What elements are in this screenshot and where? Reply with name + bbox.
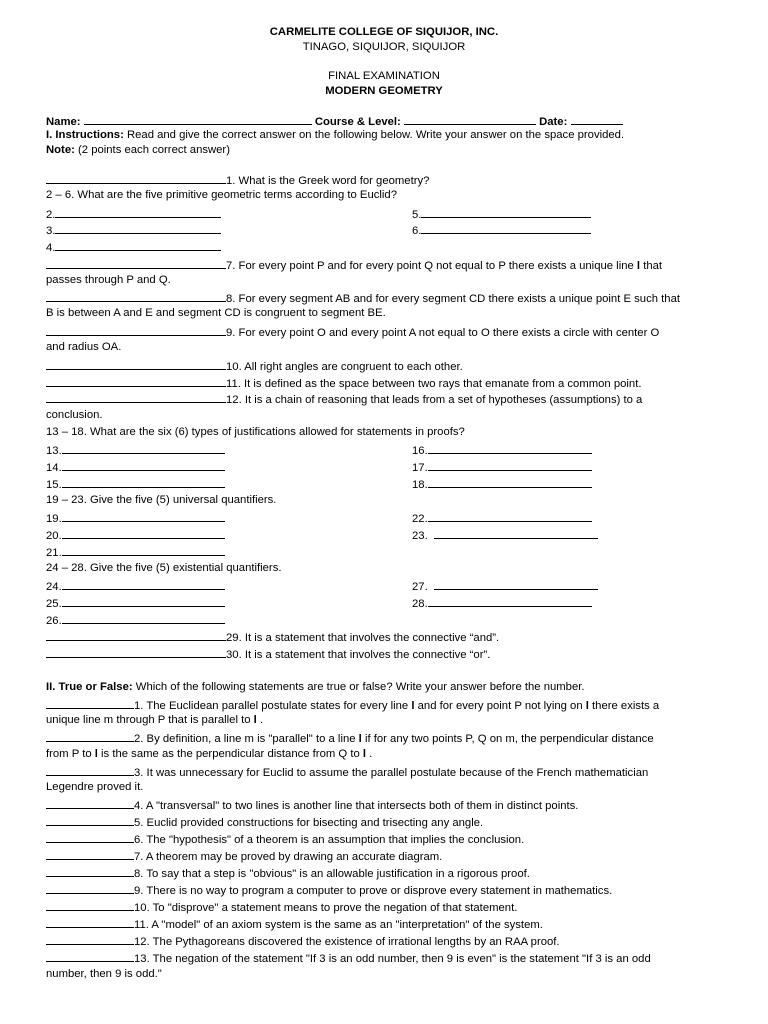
item-6: 6.: [412, 223, 591, 237]
item-25: 25.: [46, 596, 225, 610]
question-13-18: 13 – 18. What are the six (6) types of justifications allowed for statements in proofs?: [46, 426, 465, 438]
name-field[interactable]: [84, 114, 312, 125]
course-field[interactable]: [404, 114, 536, 125]
item-20: 20.: [46, 528, 225, 542]
item-28: 28.: [412, 596, 592, 610]
info-line: [46, 114, 623, 128]
part2-instructions: II. True or False: Which of the following statements are true or false? Write your answer before the number.: [46, 681, 585, 693]
question-9: 9. For every point O and every point A not equal to O there exists a circle with center O: [46, 325, 659, 339]
tf-6: 6. The "hypothesis" of a theorem is an assumption that implies the conclusion.: [46, 832, 524, 846]
tf-5: 5. Euclid provided constructions for bisecting and trisecting any angle.: [46, 815, 483, 829]
question-11: 11. It is defined as the space between two rays that emanate from a common point.: [46, 376, 642, 390]
tf-1: 1. The Euclidean parallel postulate states for every line l and for every point P not lying on l there exists a: [46, 698, 659, 712]
tf-12: 12. The Pythagoreans discovered the existence of irrational lengths by an RAA proof.: [46, 934, 560, 948]
item-17: 17.: [412, 460, 592, 474]
question-1: 1. What is the Greek word for geometry?: [46, 173, 429, 187]
item-23: 23.: [412, 528, 598, 542]
tf-9: 9. There is no way to program a computer to prove or disprove every statement in mathematics.: [46, 883, 612, 897]
tf-11: 11. A "model" of an axiom system is the same as an "interpretation" of the system.: [46, 917, 543, 931]
name-label: Name:: [46, 116, 81, 128]
item-2: 2.: [46, 207, 221, 221]
item-13: 13.: [46, 443, 225, 457]
answer-blank[interactable]: [46, 173, 226, 184]
tf-2: 2. By definition, a line m is "parallel" to a line l if for any two points P, Q on m, the perpendicular distance: [46, 731, 654, 745]
item-18: 18.: [412, 477, 592, 491]
tf-10: 10. To "disprove" a statement means to prove the negation of that statement.: [46, 900, 517, 914]
item-26: 26.: [46, 613, 225, 627]
tf-1-cont: unique line m through P that is parallel to l .: [46, 714, 264, 726]
course-label: Course & Level:: [314, 116, 401, 128]
question-29: 29. It is a statement that involves the connective “and”.: [46, 630, 499, 644]
tf-3: 3. It was unnecessary for Euclid to assume the parallel postulate because of the French mathematician: [46, 765, 648, 779]
question-10: 10. All right angles are congruent to each other.: [46, 359, 463, 373]
item-14: 14.: [46, 460, 225, 474]
question-12: 12. It is a chain of reasoning that leads from a set of hypotheses (assumptions) to a: [46, 392, 642, 406]
question-7-cont: passes through P and Q.: [46, 274, 171, 286]
date-field[interactable]: [571, 114, 623, 125]
tf-13: 13. The negation of the statement "If 3 is an odd number, then 9 is even" is the statement "If 3 is an odd: [46, 951, 651, 965]
item-3: 3.: [46, 223, 221, 237]
question-24-28: 24 – 28. Give the five (5) existential quantifiers.: [46, 562, 282, 574]
tf-13-cont: number, then 9 is odd.": [46, 968, 162, 980]
tf-7: 7. A theorem may be proved by drawing an accurate diagram.: [46, 849, 442, 863]
instructions: I. Instructions: Read and give the correct answer on the following below. Write your answer on the space provided.: [46, 129, 625, 141]
item-16: 16.: [412, 443, 592, 457]
exam-title: FINAL EXAMINATION: [328, 70, 440, 82]
tf-8: 8. To say that a step is "obvious" is an allowable justification in a rigorous proof.: [46, 866, 530, 880]
subject-title: MODERN GEOMETRY: [325, 85, 443, 97]
item-4: 4.: [46, 240, 221, 254]
tf-2-cont: from P to l is the same as the perpendicular distance from Q to l .: [46, 748, 373, 760]
note: Note: (2 points each correct answer): [46, 144, 230, 156]
school-address: TINAGO, SIQUIJOR, SIQUIJOR: [302, 41, 466, 53]
item-27: 27.: [412, 579, 598, 593]
question-8-cont: B is between A and E and segment CD is congruent to segment BE.: [46, 307, 386, 319]
tf-3-cont: Legendre proved it.: [46, 781, 144, 793]
date-label: Date:: [539, 116, 568, 128]
tf-4: 4. A "transversal" to two lines is another line that intersects both of them in distinct points.: [46, 798, 578, 812]
question-9-cont: and radius OA.: [46, 341, 122, 353]
question-19-23: 19 – 23. Give the five (5) universal quantifiers.: [46, 494, 277, 506]
question-8: 8. For every segment AB and for every segment CD there exists a unique point E such that: [46, 291, 680, 305]
school-name: CARMELITE COLLEGE OF SIQUIJOR, INC.: [269, 26, 499, 38]
question-7: 7. For every point P and for every point Q not equal to P there exists a unique line l that: [46, 258, 662, 272]
item-21: 21.: [46, 545, 225, 559]
question-12-cont: conclusion.: [46, 409, 103, 421]
item-24: 24.: [46, 579, 225, 593]
item-15: 15.: [46, 477, 225, 491]
item-22: 22.: [412, 511, 592, 525]
question-2-6: 2 – 6. What are the five primitive geometric terms according to Euclid?: [46, 189, 397, 201]
item-5: 5.: [412, 207, 591, 221]
item-19: 19.: [46, 511, 225, 525]
question-30: 30. It is a statement that involves the connective “or”.: [46, 647, 490, 661]
